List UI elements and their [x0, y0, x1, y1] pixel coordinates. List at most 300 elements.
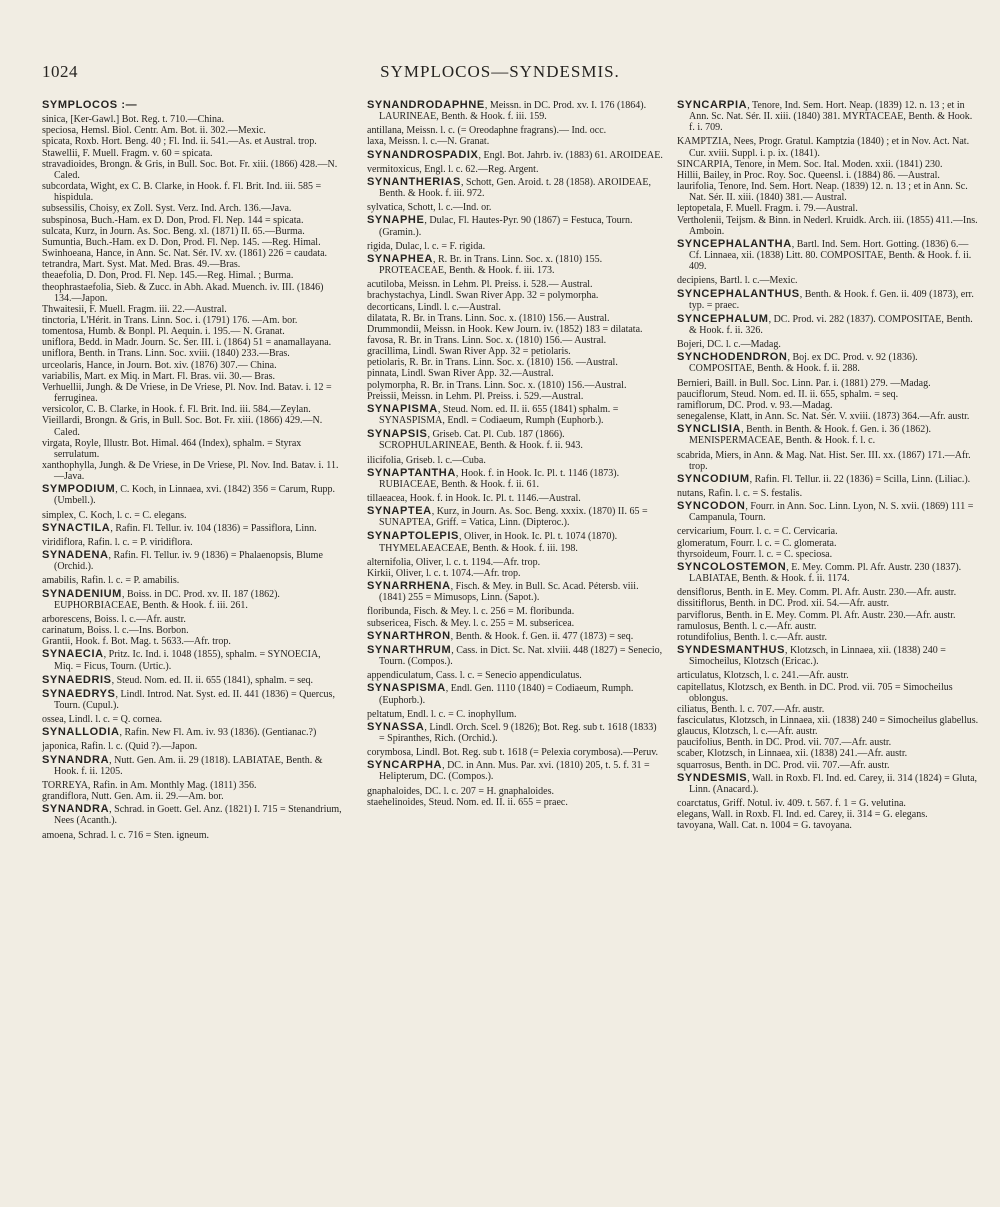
entry-text: ilicifolia, Griseb. l. c.—Cuba. [367, 454, 486, 466]
genus-entry [677, 314, 980, 336]
species-entry [367, 279, 663, 290]
genus-entry [42, 589, 342, 611]
entry-text: , Lindl. Introd. Nat. Syst. ed. II. 441 (1836) = Quercus, Tourn. (Cupul.). [54, 688, 335, 711]
entry-text: ossea, Lindl. l. c. = Q. cornea. [42, 714, 163, 726]
species-entry [42, 415, 342, 437]
entry-text: squarrosus, Benth. in DC. Prod. vii. 707.—Afr. austr. [677, 759, 890, 771]
species-entry [42, 282, 342, 304]
genus-entry [677, 424, 980, 446]
entry-text: virgata, Royle, Illustr. Bot. Himal. 464 (Index), sphalm. = Styrax serrulatum. [42, 437, 302, 460]
entry-text: peltatum, Endl. l. c. = C. inophyllum. [367, 708, 517, 720]
species-entry [677, 400, 980, 411]
species-entry [367, 557, 663, 568]
species-entry [42, 159, 342, 181]
entry-text: TORREYA, Rafin. in Am. Monthly Mag. (1811) 356. [42, 779, 257, 791]
entry-text: Hillii, Bailey, in Proc. Roy. Soc. Queensl. i. (1884) 86. —Austral. [677, 169, 940, 181]
entry-text: vermitoxicus, Engl. l. c. 62.—Reg. Argent. [367, 163, 539, 175]
entry-text: Vieillardi, Brongn. & Gris, in Bull. Soc. Bot. Fr. xiii. (1866) 429.—N. Caled. [42, 415, 323, 438]
genus-name: SYNARTHRUM [367, 643, 452, 656]
entry-text: , Fisch. & Mey. in Bull. Sc. Acad. Pétersb. viii. (1841) 255 = Mimusops, Linn. (Sapot.). [379, 581, 639, 604]
entry-text: , Benth. in Benth. & Hook. f. Gen. i. 36 (1862). MENISPERMACEAE, Benth. & Hook. f. l. c. [689, 424, 932, 447]
entry-text: simplex, C. Koch, l. c. = C. elegans. [42, 509, 187, 521]
entry-text: japonica, Rafin. l. c. (Quid ?).—Japon. [42, 741, 198, 753]
species-entry [42, 714, 342, 725]
entry-text: SINCARPIA, Tenore, in Mem. Soc. Ital. Moden. xxii. (1841) 230. [677, 158, 943, 170]
genus-name: SYNACTILA [42, 521, 111, 534]
species-entry [677, 549, 980, 560]
species-entry [677, 798, 980, 809]
entry-text: , Wall. in Roxb. Fl. Ind. ed. Carey, ii. 314 (1824) = Gluta, Linn. (Anacard.). [689, 772, 978, 795]
entry-text: appendiculatum, Cass. l. c. = Senecio appendiculatus. [367, 670, 582, 682]
entry-text: spicata, Roxb. Hort. Beng. 40 ; Fl. Ind. ii. 541.—As. et Austral. trop. [42, 136, 317, 148]
entry-text: leptopetala, F. Muell. Fragm. i. 79.—Austral. [677, 203, 858, 215]
entry-text: polymorpha, R. Br. in Trans. Linn. Soc. x. (1810) 156.—Austral. [367, 379, 627, 391]
species-entry [42, 259, 342, 270]
species-entry [677, 488, 980, 499]
species-entry [367, 357, 663, 368]
entry-text: , Schrad. in Goett. Gel. Anz. (1821) I. 715 = Stenandrium, Nees (Acanth.). [54, 804, 342, 827]
species-entry [367, 313, 663, 324]
entry-text: Kirkii, Oliver, l. c. t. 1074.—Afr. trop. [367, 567, 521, 579]
genus-entry [367, 215, 663, 237]
species-entry [42, 404, 342, 415]
entry-text: , DC. Prod. vi. 282 (1837). COMPOSITAE, Benth. & Hook. f. ii. 326. [689, 313, 973, 336]
entry-text: tomentosa, Humb. & Bonpl. Pl. Aequin. i. 195.— N. Granat. [42, 326, 285, 338]
entry-text: pinnata, Lindl. Swan River App. 32.—Austral. [367, 368, 554, 380]
entry-text: , E. Mey. Comm. Pl. Afr. Austr. 230 (1837). LABIATAE, Benth. & Hook. f. ii. 1174. [689, 561, 962, 585]
entry-text: alternifolia, Oliver, l. c. t. 1194.—Afr. trop. [367, 556, 541, 568]
entry-text: ciliatus, Benth. l. c. 707.—Afr. austr. [677, 703, 825, 715]
entry-text: petiolaris, R. Br. in Trans. Linn. Soc. x. (1810) 156. —Austral. [367, 357, 618, 369]
genus-entry [367, 722, 663, 744]
entry-text: tinctoria, L'Hérit. in Trans. Linn. Soc. i. (1791) 176. —Am. bor. [42, 314, 298, 326]
entry-text: , Oliver, in Hook. Ic. Pl. t. 1074 (1870). THYMELAEACEAE, Benth. & Hook. f. iii. 198. [379, 531, 618, 554]
species-entry [367, 786, 663, 797]
genus-name: SYNCODON [677, 500, 746, 513]
species-entry [42, 270, 342, 281]
entry-text: corymbosa, Lindl. Bot. Reg. sub t. 1618 (= Pelexia corymbosa).—Peruv. [367, 747, 659, 759]
species-entry [677, 203, 980, 214]
species-entry [42, 248, 342, 259]
entry-text: , Tenore, Ind. Sem. Hort. Neap. (1839) 12. n. 13 ; et in Ann. Sc. Nat. Sér. II. xiii. (1840) 381. MYRTACEAE, Benth. & Hook. f. i. 709. [689, 100, 973, 134]
genus-name: SYNCEPHALANTHUS [677, 287, 800, 300]
entry-text: grandiflora, Nutt. Gen. Am. ii. 29.—Am. bor. [42, 791, 224, 803]
genus-entry [367, 150, 663, 161]
entry-text: floribunda, Fisch. & Mey. l. c. 256 = M. floribunda. [367, 606, 575, 618]
entry-text: , Steud. Nom. ed. II. ii. 655 (1841) sphalm. = SYNASPISMA, Endl. = Codiaeum, Rumph (Euphorb.). [379, 403, 619, 427]
genus-entry [367, 429, 663, 451]
entry-text: , Rafin. New Fl. Am. iv. 93 (1836). (Gentianac.?) [119, 727, 317, 739]
genus-name: SYNADENIUM [42, 587, 122, 600]
genus-name: SYNAPTEA [367, 505, 432, 518]
genus-entry [677, 501, 980, 523]
genus-name: SYNANDROSPADIX [367, 148, 479, 161]
species-entry [367, 606, 663, 617]
genus-name: SYNAPTOLEPIS [367, 530, 459, 543]
genus-name: SYNANDRA [42, 753, 110, 766]
entry-text: cervicarium, Fourr. l. c. = C. Cervicaria. [677, 526, 838, 538]
species-entry [42, 460, 342, 482]
genus-entry [367, 468, 663, 490]
species-entry [677, 159, 980, 170]
genus-name: SYNCARPIA [677, 99, 748, 111]
entry-text: fasciculatus, Klotzsch, in Linnaea, xii. (1838) 240 = Simocheilus glabellus. [677, 714, 979, 726]
species-entry [677, 820, 980, 831]
genus-entry [42, 755, 342, 777]
genus-entry [42, 675, 342, 686]
entry-text: , Steud. Nom. ed. II. ii. 655 (1841), sphalm. = seq. [111, 674, 314, 686]
entry-text: carinatum, Boiss. l. c.—Ins. Borbon. [42, 625, 189, 637]
genus-entry [677, 562, 980, 584]
entry-text: sulcata, Kurz, in Journ. As. Soc. Beng. xl. (1871) II. 65.—Burma. [42, 225, 305, 237]
species-entry [42, 125, 342, 136]
genus-name: SYNARRHENA [367, 580, 451, 593]
genus-entry [42, 550, 342, 572]
entry-text: gracillima, Lindl. Swan River App. 32 = petiolaris. [367, 346, 571, 358]
species-entry [367, 335, 663, 346]
species-entry [677, 670, 980, 681]
genus-entry [367, 177, 663, 199]
entry-text: laxa, Meissn. l. c.—N. Granat. [367, 136, 490, 148]
genus-entry [677, 239, 980, 272]
genus-name: SYMPLOCOS :— [42, 99, 138, 111]
entry-text: articulatus, Klotzsch, l. c. 241.—Afr. austr. [677, 670, 849, 682]
entry-text: , DC. in Ann. Mus. Par. xvi. (1810) 205, t. 5. f. 31 = Helipterum, DC. (Compos.). [379, 760, 650, 783]
genus-entry [42, 484, 342, 506]
entry-text: KAMPTZIA, Nees, Progr. Gratul. Kamptzia (1840) ; et in Nov. Act. Nat. Cur. xviii. Suppl. i. p. ix. (1841). [677, 136, 970, 159]
species-entry [42, 315, 342, 326]
entry-text: Vertholenii, Teijsm. & Binn. in Nederl. Kruidk. Arch. iii. (1855) 411.—Ins. Amboin. [677, 214, 978, 237]
genus-entry [42, 523, 342, 534]
genus-entry [367, 404, 663, 426]
entry-text: viridiflora, Rafin. l. c. = P. viridiflora. [42, 536, 193, 548]
species-entry [42, 625, 342, 636]
species-entry [42, 114, 342, 125]
genus-entry [42, 100, 342, 111]
genus-name: SYNANDRA [42, 803, 110, 816]
entry-text: uniflora, Bedd. in Madr. Journ. Sc. Ser. III. i. (1864) 51 = anamallayana. [42, 337, 332, 349]
entry-text: Bojeri, DC. l. c.—Madag. [677, 339, 781, 351]
species-entry [42, 371, 342, 382]
genus-entry [677, 352, 980, 374]
entry-text: subspinosa, Buch.-Ham. ex D. Don, Prod. Fl. Nep. 144 = spicata. [42, 214, 304, 226]
entry-text: , Schott, Gen. Aroid. t. 28 (1858). AROIDEAE, Benth. & Hook. f. iii. 972. [379, 176, 651, 200]
entry-text: rigida, Dulac, l. c. = F. rigida. [367, 240, 486, 252]
species-entry [42, 348, 342, 359]
entry-text: , Hook. f. in Hook. Ic. Pl. t. 1146 (1873). RUBIACEAE, Benth. & Hook. f. ii. 61. [379, 467, 620, 490]
species-entry [677, 450, 980, 472]
entry-text: , Klotzsch, in Linnaea, xii. (1838) 240 = Simocheilus, Klotzsch (Ericac.). [689, 645, 946, 668]
species-entry [42, 438, 342, 460]
entry-text: tillaeacea, Hook. f. in Hook. Ic. Pl. t. 1146.—Austral. [367, 493, 581, 504]
entry-text: ramulosus, Benth. l. c.—Afr. austr. [677, 620, 817, 632]
species-entry [677, 809, 980, 820]
species-entry [42, 226, 342, 237]
entry-text: nutans, Rafin. l. c. = S. festalis. [677, 488, 803, 499]
genus-name: SYNCLISIA [677, 423, 742, 436]
genus-entry [677, 773, 980, 795]
species-entry [42, 830, 342, 841]
entry-text: theaefolia, D. Don, Prod. Fl. Nep. 145.—Reg. Himal. ; Burma. [42, 270, 294, 282]
entry-text: senegalense, Klatt, in Ann. Sc. Nat. Sér. V. xviii. (1873) 364.—Afr. austr. [677, 411, 970, 423]
species-entry [367, 670, 663, 681]
species-entry [677, 748, 980, 759]
species-entry [677, 378, 980, 389]
entry-text: Grantii, Hook. f. Bot. Mag. t. 5633.—Afr. trop. [42, 636, 231, 648]
species-entry [42, 304, 342, 315]
entry-text: , Boiss. in DC. Prod. xv. II. 187 (1862). EUPHORBIACEAE, Benth. & Hook. f. iii. 261. [54, 588, 280, 611]
species-entry [42, 360, 342, 371]
entry-text: pauciflorum, Steud. Nom. ed. II. ii. 655, sphalm. = seq. [677, 388, 899, 400]
entry-text: dilatata, R. Br. in Trans. Linn. Soc. x. (1810) 156.— Austral. [367, 312, 610, 324]
genus-name: SYNAEDRYS [42, 687, 116, 700]
species-entry [367, 797, 663, 808]
genus-entry [367, 645, 663, 667]
entry-text: , Rafin. Fl. Tellur. iv. 9 (1836) = Phalaenopsis, Blume (Orchid.). [54, 550, 323, 573]
genus-entry [42, 689, 342, 711]
entry-text: gnaphaloides, DC. l. c. 207 = H. gnaphaloides. [367, 785, 554, 797]
genus-name: SYMPODIUM [42, 483, 116, 496]
species-entry [42, 791, 342, 802]
entry-text: parviflorus, Benth. in E. Mey. Comm. Pl. Afr. Austr. 230.—Afr. austr. [677, 609, 956, 621]
genus-entry [367, 631, 663, 642]
species-entry [677, 339, 980, 350]
species-entry [367, 324, 663, 335]
species-entry [367, 202, 663, 213]
species-entry [677, 632, 980, 643]
species-entry [677, 587, 980, 598]
species-entry [367, 241, 663, 252]
genus-name: SYNDESMIS [677, 771, 748, 784]
genus-name: SYNCEPHALUM [677, 312, 769, 325]
entry-text: , Pritz. Ic. Ind. i. 1048 (1855), sphalm. = SYNOECIA, Miq. = Ficus, Tourn. (Urtic.). [54, 649, 321, 672]
entry-text: decorticans, Lindl. l. c.—Austral. [367, 301, 501, 313]
species-entry [42, 575, 342, 586]
genus-name: SYNCHODENDRON [677, 351, 788, 364]
entry-text: , Rafin. Fl. Tellur. iv. 104 (1836) = Passiflora, Linn. [110, 522, 317, 534]
species-entry [677, 389, 980, 400]
entry-text: sinica, [Ker-Gawl.] Bot. Reg. t. 710.—China. [42, 114, 224, 126]
entry-text: , C. Koch, in Linnaea, xvi. (1842) 356 = Carum, Rupp. (Umbell.). [54, 484, 336, 507]
genus-name: SYNCOLOSTEMON [677, 560, 787, 573]
entry-text: amoena, Schrad. l. c. 716 = Sten. igneum. [42, 829, 209, 841]
species-entry [42, 510, 342, 521]
genus-name: SYNAEDRIS [42, 673, 112, 686]
species-entry [367, 455, 663, 466]
genus-entry [367, 531, 663, 553]
species-entry [42, 741, 342, 752]
species-entry [367, 568, 663, 579]
entry-text: Drummondii, Meissn. in Hook. Kew Journ. iv. (1852) 183 = dilatata. [367, 323, 643, 335]
entry-text: amabilis, Rafin. l. c. = P. amabilis. [42, 575, 180, 587]
entry-text: arborescens, Boiss. l. c.—Afr. austr. [42, 613, 186, 625]
entry-text: subsericea, Fisch. & Mey. l. c. 255 = M. subsericea. [367, 617, 575, 629]
species-entry [367, 368, 663, 379]
genus-name: SYNANTHERIAS [367, 175, 461, 188]
genus-name: SYNCEPHALANTHA [677, 237, 792, 250]
species-entry [42, 636, 342, 647]
genus-name: SYNADENA [42, 549, 109, 562]
entry-text: , Kurz, in Journ. As. Soc. Beng. xxxix. (1870) II. 65 = SUNAPTEA, Griff. = Vatica, Linn. (Dipteroc.). [379, 506, 648, 529]
column-right [677, 98, 980, 1167]
genus-name: SYNASPISMA [367, 682, 446, 695]
entry-text: Verhuellii, Jungh. & De Vriese, in De Vriese, Pl. Nov. Ind. Batav. i. 12 = ferruginea. [42, 381, 332, 405]
genus-entry [367, 100, 663, 122]
entry-text: tetrandra, Mart. Syst. Mat. Med. Bras. 49.—Bras. [42, 259, 241, 271]
entry-text: , Nutt. Gen. Am. ii. 29 (1818). LABIATAE, Benth. & Hook. f. ii. 1205. [54, 754, 323, 777]
species-entry [677, 726, 980, 737]
species-entry [42, 181, 342, 203]
entry-text: , Rafin. Fl. Tellur. ii. 22 (1836) = Scilla, Linn. (Liliac.). [749, 473, 971, 485]
entry-text: rotundifolius, Benth. l. c.—Afr. austr. [677, 631, 827, 643]
species-entry [42, 203, 342, 214]
species-entry [677, 760, 980, 771]
entry-text: , Benth. & Hook. f. Gen. ii. 409 (1873), err. typ. = praec. [689, 288, 974, 311]
page-number: 1024 [42, 62, 78, 81]
entry-text: favosa, R. Br. in Trans. Linn. Soc. x. (1810) 156.— Austral. [367, 334, 607, 346]
genus-name: SYNAPISMA [367, 402, 438, 415]
entry-text: , Endl. Gen. 1110 (1840) = Codiaeum, Rumph. (Euphorb.). [379, 683, 634, 706]
entry-text: scabrida, Miers, in Ann. & Mag. Nat. Hist. Ser. III. xx. (1867) 171.—Afr. trop. [677, 449, 971, 472]
genus-name: SYNANDRODAPHNE [367, 99, 485, 111]
entry-text: Bernieri, Baill. in Bull. Soc. Linn. Par. i. (1881) 279. —Madag. [677, 377, 931, 389]
genus-name: SYNASSA [367, 720, 425, 733]
genus-name: SYNDESMANTHUS [677, 644, 786, 657]
entry-text: urceolaris, Hance, in Journ. Bot. xiv. (1876) 307.— China. [42, 359, 277, 371]
species-entry [42, 382, 342, 404]
entry-text: , Boj. ex DC. Prod. v. 92 (1836). COMPOSITAE, Benth. & Hook. f. ii. 288. [689, 352, 918, 375]
species-entry [677, 737, 980, 748]
genus-entry [677, 474, 980, 485]
genus-name: SYNARTHRON [367, 629, 451, 642]
genus-entry [677, 100, 980, 133]
entry-text: , Lindl. Orch. Scel. 9 (1826); Bot. Reg. sub t. 1618 (1833) = Spiranthes, Rich. (Orchid.). [379, 721, 657, 744]
entry-text: thyrsoideum, Fourr. l. c. = C. speciosa. [677, 548, 833, 560]
species-entry [367, 346, 663, 357]
species-entry [677, 275, 980, 286]
entry-text: variabilis, Mart. ex Miq. in Mart. Fl. Bras. vii. 30.— Bras. [42, 370, 276, 382]
entry-text: decipiens, Bartl. l. c.—Mexic. [677, 275, 798, 287]
genus-entry [367, 581, 663, 603]
column-middle [367, 98, 663, 1167]
species-entry [367, 136, 663, 147]
genus-name: SYNAPSIS [367, 428, 428, 441]
species-entry [367, 747, 663, 758]
species-entry [677, 715, 980, 726]
species-entry [677, 526, 980, 537]
genus-entry [677, 645, 980, 667]
entry-text: subsessilis, Choisy, ex Zoll. Syst. Verz. Ind. Arch. 136.—Java. [42, 203, 292, 215]
entry-text: sylvatica, Schott, l. c.—Ind. or. [367, 202, 492, 214]
species-entry [42, 237, 342, 248]
genus-name: SYNAPTANTHA [367, 466, 456, 479]
genus-name: SYNCODIUM [677, 472, 750, 485]
entry-text: stravadioides, Brongn. & Gris, in Bull. Soc. Bot. Fr. xiii. (1866) 428.—N. Caled. [42, 158, 338, 181]
entry-text: coarctatus, Griff. Notul. iv. 409. t. 567. f. 1 = G. velutina. [677, 798, 906, 810]
entry-text: glomeratum, Fourr. l. c. = C. glomerata. [677, 537, 837, 549]
entry-text: scaber, Klotzsch, in Linnaea, xii. (1838) 241.—Afr. austr. [677, 748, 908, 760]
genus-entry [367, 760, 663, 782]
genus-name: SYNAPHEA [367, 252, 433, 265]
genus-entry [42, 649, 342, 671]
entry-text: subcordata, Wight, ex C. B. Clarke, in Hook. f. Fl. Brit. Ind. iii. 585 = hispidula. [42, 181, 322, 204]
species-entry [677, 538, 980, 549]
species-entry [677, 704, 980, 715]
entry-text: glaucus, Klotzsch, l. c.—Afr. austr. [677, 726, 818, 738]
entry-text: , Griseb. Cat. Pl. Cub. 187 (1866). SCROPHULARINEAE, Benth. & Hook. f. ii. 943. [379, 429, 583, 452]
species-entry [677, 610, 980, 621]
entry-text: Swinhoeana, Hance, in Ann. Sc. Nat. Sér. IV. xv. (1861) 226 = caudata. [42, 248, 328, 260]
entry-text: , R. Br. in Trans. Linn. Soc. x. (1810) 155. PROTEACEAE, Benth. & Hook. f. iii. 173. [379, 253, 603, 277]
genus-name: SYNAPHE [367, 214, 425, 227]
species-entry [367, 302, 663, 313]
entry-text: theophrastaefolia, Sieb. & Zucc. in Abh. Akad. Muench. iv. III. (1846) 134.—Japon. [42, 281, 324, 304]
species-entry [677, 682, 980, 704]
entry-text: , Meissn. in DC. Prod. xv. I. 176 (1864). LAURINEAE, Benth. & Hook. f. iii. 159. [379, 100, 647, 123]
entry-text: brachystachya, Lindl. Swan River App. 32 = polymorpha. [367, 290, 599, 302]
species-entry [367, 125, 663, 136]
column-left [42, 98, 342, 1167]
species-entry [367, 380, 663, 391]
entry-text: staehelinoides, Steud. Nom. ed. II. ii. 655 = praec. [367, 796, 568, 808]
entry-text: antillana, Meissn. l. c. (= Oreodaphne fragrans).— Ind. occ. [367, 125, 607, 137]
species-entry [42, 537, 342, 548]
entry-text: laurifolia, Tenore, Ind. Sem. Hort. Neap. (1839) 12. n. 13 ; et in Ann. Sc. Nat. Sér. II. xiii. (1840) 381.— Austral. [677, 181, 968, 204]
genus-entry [42, 727, 342, 738]
entry-text: paucifolius, Benth. in DC. Prod. vii. 707.—Afr. austr. [677, 737, 892, 749]
entry-text: , Cass. in Dict. Sc. Nat. xlviii. 448 (1827) = Senecio, Tourn. (Compos.). [379, 644, 663, 668]
species-entry [677, 136, 980, 158]
running-head: SYMPLOCOS—SYNDESMIS. [380, 62, 620, 81]
entry-text: Stawellii, F. Muell. Fragm. v. 60 = spicata. [42, 147, 213, 159]
species-entry [367, 391, 663, 402]
entry-text: densiflorus, Benth. in E. Mey. Comm. Pl. Afr. Austr. 230.—Afr. austr. [677, 587, 957, 599]
genus-entry [367, 506, 663, 528]
species-entry [42, 337, 342, 348]
entry-text: , Bartl. Ind. Sem. Hort. Gotting. (1836) 6.—Cf. Linnaea, xii. (1838) Litt. 80. COMPOSITAE, Benth. & Hook. f. ii. 409. [689, 238, 972, 273]
entry-text: acutiloba, Meissn. in Lehm. Pl. Preiss. i. 528.— Austral. [367, 279, 593, 291]
genus-entry [367, 683, 663, 705]
species-entry [677, 411, 980, 422]
species-entry [367, 493, 663, 504]
species-entry [42, 614, 342, 625]
genus-name: SYNCARPHA [367, 759, 443, 772]
entry-text: , Benth. & Hook. f. Gen. ii. 477 (1873) = seq. [450, 630, 634, 642]
entry-text: xanthophylla, Jungh. & De Vriese, in De Vriese, Pl. Nov. Ind. Batav. i. 11.—Java. [42, 460, 339, 483]
species-entry [677, 170, 980, 181]
species-entry [677, 181, 980, 203]
entry-text: capitellatus, Klotzsch, ex Benth. in DC. Prod. vii. 705 = Simocheilus oblongus. [677, 681, 953, 704]
species-entry [367, 164, 663, 175]
species-entry [367, 618, 663, 629]
entry-text: uniflora, Benth. in Trans. Linn. Soc. xviii. (1840) 233.—Bras. [42, 348, 290, 360]
species-entry [42, 136, 342, 147]
species-entry [677, 621, 980, 632]
entry-text: Thwaitesii, F. Muell. Fragm. iii. 22.—Austral. [42, 303, 227, 315]
genus-name: SYNALLODIA [42, 726, 120, 739]
entry-text: elegans, Wall. in Roxb. Fl. Ind. ed. Carey, ii. 314 = G. elegans. [677, 809, 928, 821]
species-entry [677, 598, 980, 609]
entry-text: versicolor, C. B. Clarke, in Hook. f. Fl. Brit. Ind. iii. 584.—Zeylan. [42, 404, 311, 416]
species-entry [42, 780, 342, 791]
entry-text: , Dulac, Fl. Hautes-Pyr. 90 (1867) = Festuca, Tourn. (Gramin.). [379, 215, 633, 238]
entry-text: Sumuntia, Buch.-Ham. ex D. Don, Prod. Fl. Nep. 145. —Reg. Himal. [42, 236, 321, 248]
genus-entry [42, 804, 342, 826]
entry-text: dissitiflorus, Benth. in DC. Prod. xii. 54.—Afr. austr. [677, 598, 889, 610]
genus-entry [367, 254, 663, 276]
entry-text: tavoyana, Wall. Cat. n. 1004 = G. tavoyana. [677, 820, 852, 832]
entry-text: ramiflorum, DC. Prod. v. 93.—Madag. [677, 399, 833, 411]
